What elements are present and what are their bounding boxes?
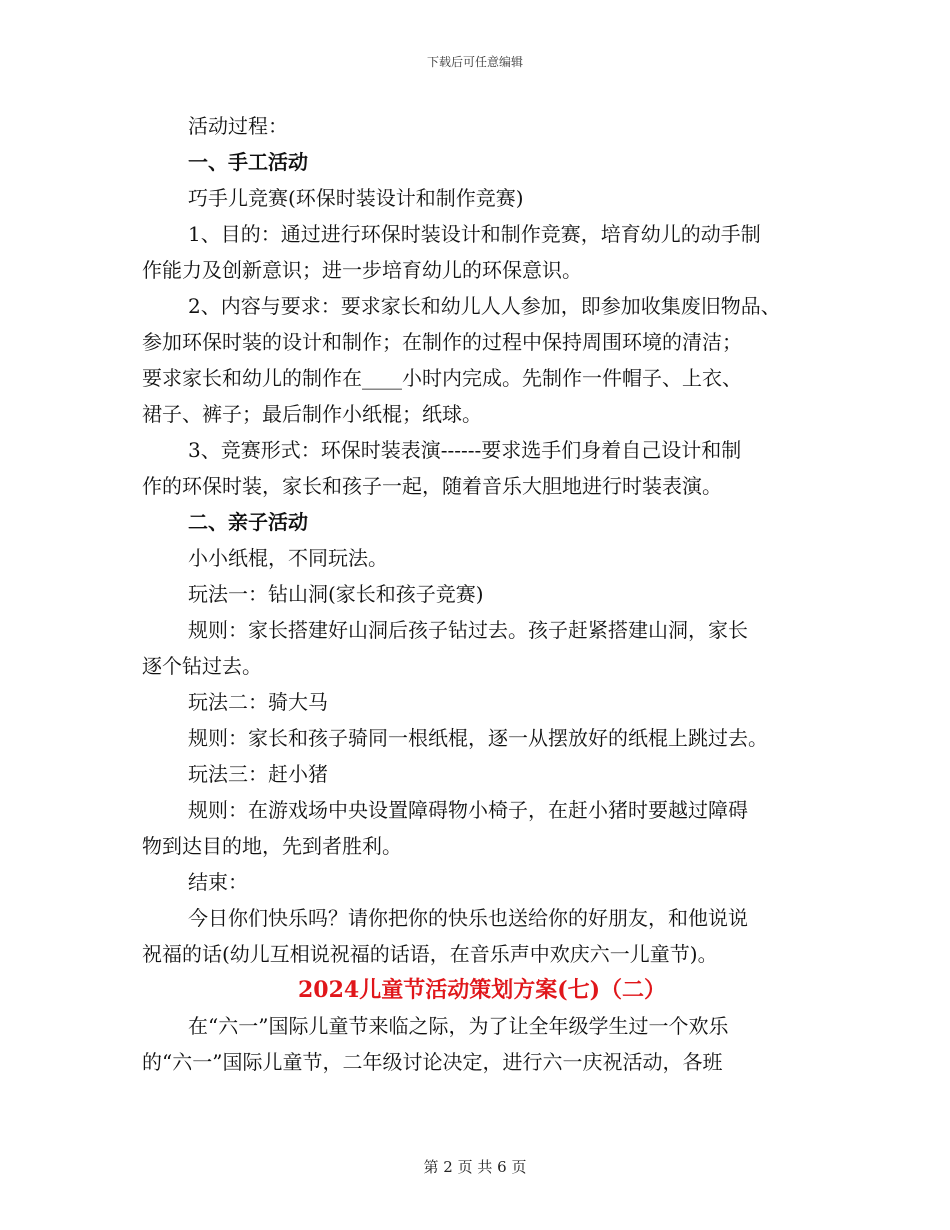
text-line: 1、目的：通过进行环保时装设计和制作竞赛，培育幼儿的动手制 — [188, 222, 761, 246]
section-title: 2024儿童节活动策划方案(七)（二） — [297, 977, 667, 1003]
text-line: 祝福的话(幼儿互相说祝福的话语，在音乐声中欢庆六一儿童节)。 — [142, 942, 718, 966]
page-footer: 第 2 页 共 6 页 — [423, 1158, 527, 1176]
text-line: 2、内容与要求：要求家长和幼儿人人参加，即参加收集废旧物品、 — [188, 294, 781, 318]
text-line: 规则：家长和孩子骑同一根纸棍，逐一从摆放好的纸棍上跳过去。 — [188, 726, 768, 750]
text-line: 巧手儿竞赛(环保时装设计和制作竞赛) — [188, 186, 524, 210]
text-line: 参加环保时装的设计和制作；在制作的过程中保持周围环境的清洁； — [142, 330, 742, 354]
text-line: 玩法三：赶小猪 — [188, 762, 328, 786]
text-line: 玩法二：骑大马 — [188, 690, 328, 714]
body-paragraphs — [142, 108, 822, 972]
text-line: 小小纸棍，不同玩法。 — [188, 546, 388, 570]
text-line: 玩法一：钻山洞(家长和孩子竞赛) — [188, 582, 484, 606]
text-line: 作的环保时装，家长和孩子一起，随着音乐大胆地进行时装表演。 — [142, 474, 722, 498]
text-line: 物到达目的地，先到者胜利。 — [142, 834, 402, 858]
section-heading: 二、亲子活动 — [188, 510, 308, 534]
document-body — [142, 108, 822, 1080]
section-heading: 一、手工活动 — [188, 150, 308, 174]
page-header: 下载后可任意编辑 — [426, 55, 523, 69]
section-intro-paragraphs — [142, 1008, 822, 1080]
text-line: 规则：家长搭建好山洞后孩子钻过去。孩子赶紧搭建山洞，家长 — [188, 618, 748, 642]
text-line: 3、竞赛形式：环保时装表演------要求选手们身着自己设计和制 — [188, 438, 742, 462]
text-line: 今日你们快乐吗？请你把你的快乐也送给你的好朋友，和他说说 — [188, 906, 748, 930]
text-line: 在“六一”国际儿童节来临之际，为了让全年级学生过一个欢乐 — [188, 1014, 729, 1038]
text-line: 裙子、裤子；最后制作小纸棍；纸球。 — [142, 402, 482, 426]
text-line: 的“六一”国际儿童节，二年级讨论决定，进行六一庆祝活动，各班 — [142, 1050, 723, 1074]
text-line: 结束： — [188, 870, 248, 894]
text-line: 规则：在游戏场中央设置障碍物小椅子，在赶小猪时要越过障碍 — [188, 798, 748, 822]
text-line: 活动过程： — [188, 114, 288, 138]
text-line: 逐个钻过去。 — [142, 654, 262, 678]
text-line: 要求家长和幼儿的制作在____小时内完成。先制作一件帽子、上衣、 — [142, 366, 742, 390]
text-line: 作能力及创新意识；进一步培育幼儿的环保意识。 — [142, 258, 582, 282]
